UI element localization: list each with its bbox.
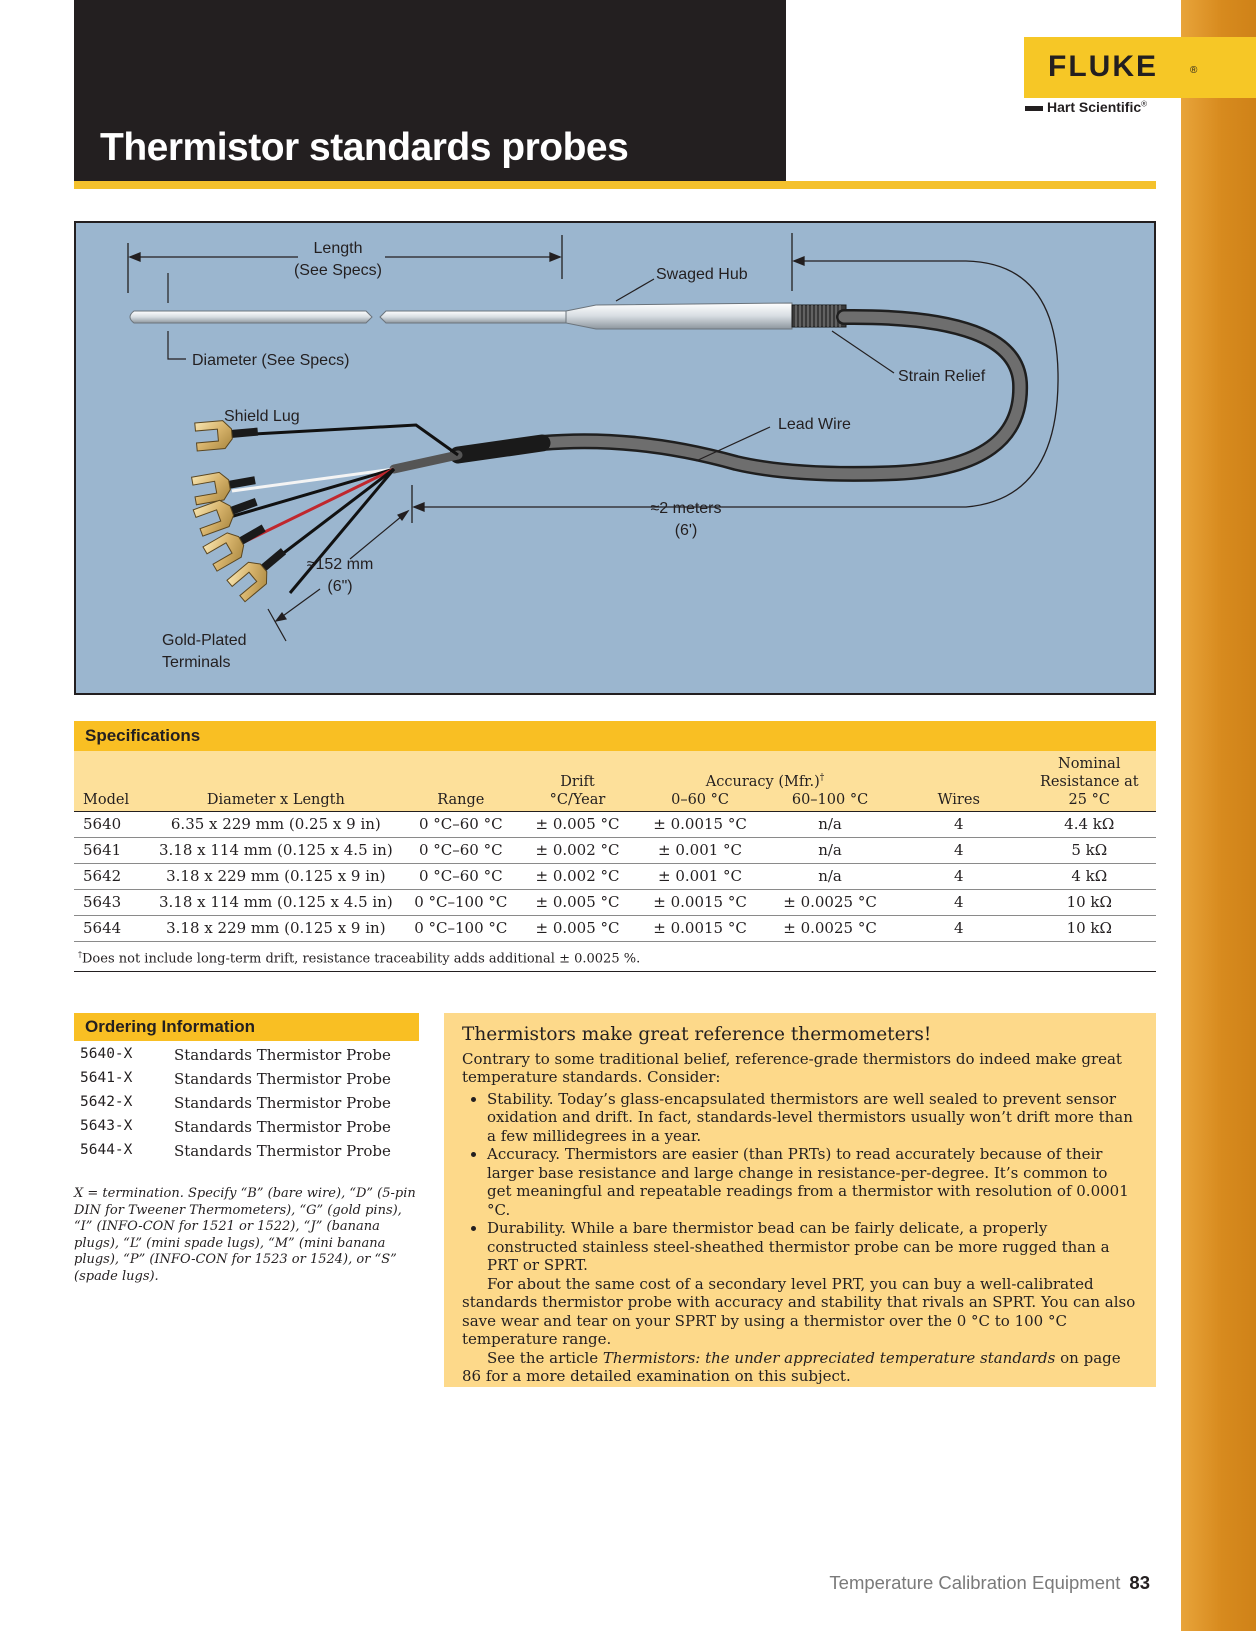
order-code: 5643-X <box>80 1118 133 1134</box>
cell-acc-high: n/a <box>765 864 895 890</box>
table-header-row <box>74 751 1156 812</box>
ordering-list <box>74 1043 419 1163</box>
order-code: 5644-X <box>80 1142 133 1158</box>
probe-diagram-svg <box>76 223 1154 693</box>
list-item <box>74 1043 419 1067</box>
col-range: Range <box>402 751 520 812</box>
order-code: 5642-X <box>80 1094 133 1110</box>
label-strain-relief: Strain Relief <box>898 368 986 385</box>
order-description: Standards Thermistor Probe <box>174 1094 391 1112</box>
order-code: 5640-X <box>80 1046 133 1062</box>
cell-wires: 4 <box>895 916 1023 942</box>
table-row <box>74 812 1156 838</box>
cell-wires: 4 <box>895 838 1023 864</box>
table-footnote-row <box>74 942 1156 972</box>
cell-wires: 4 <box>895 864 1023 890</box>
cell-resistance: 4 kΩ <box>1023 864 1156 890</box>
specifications-title: Specifications <box>85 726 201 745</box>
cell-acc-high: n/a <box>765 812 895 838</box>
list-item <box>74 1091 419 1115</box>
cell-acc-low: ± 0.001 °C <box>635 864 765 890</box>
table-footnote: †Does not include long-term drift, resistance traceability adds additional ± 0.0025 %. <box>74 942 1156 972</box>
cell-drift: ± 0.002 °C <box>520 864 635 890</box>
gold-terminals <box>192 418 293 602</box>
cell-model: 5643 <box>74 890 150 916</box>
callout-paragraph-article: See the article Thermistors: the under appreciated temperature standards on page 86 for a more detailed examination on this subject. <box>462 1348 1121 1385</box>
cell-wires: 4 <box>895 890 1023 916</box>
list-item: • Durability. While a bare thermistor bead can be fairly delicate, a properly constructed stainless steel-sheathed thermistor probe can be more rugged than a PRT or SPRT. <box>487 1219 1136 1275</box>
cell-range: 0 °C–100 °C <box>402 890 520 916</box>
cell-acc-low: ± 0.0015 °C <box>635 916 765 942</box>
cell-acc-low: ± 0.001 °C <box>635 838 765 864</box>
title-rule <box>74 181 1156 189</box>
cell-size: 3.18 x 114 mm (0.125 x 4.5 in) <box>150 890 402 916</box>
col-model: Model <box>74 751 150 812</box>
label-mm-in: (6") <box>327 578 353 595</box>
label-swaged-hub: Swaged Hub <box>656 266 748 283</box>
list-item: • Accuracy. Thermistors are easier (than PRTs) to read accurately because of their larger base resistance and large change in resistance-per-degree. It’s common to get meaningful and repeatable readings from a thermistor with resolution of 0.0001 °C. <box>487 1145 1136 1219</box>
callout-bullets <box>462 1090 1136 1275</box>
drift-unit: °C/Year <box>549 792 606 808</box>
label-length-specs: (See Specs) <box>293 262 383 279</box>
cell-size: 3.18 x 229 mm (0.125 x 9 in) <box>150 864 402 890</box>
label-meters: ≈2 meters <box>650 500 722 517</box>
cell-drift: ± 0.005 °C <box>520 812 635 838</box>
order-description: Standards Thermistor Probe <box>174 1118 391 1136</box>
side-accent-bar <box>1181 0 1256 1631</box>
cell-range: 0 °C–60 °C <box>402 864 520 890</box>
cell-resistance: 5 kΩ <box>1023 838 1156 864</box>
label-length: Length <box>313 240 363 257</box>
cell-acc-low: ± 0.0015 °C <box>635 890 765 916</box>
cell-size: 3.18 x 114 mm (0.125 x 4.5 in) <box>150 838 402 864</box>
cell-range: 0 °C–60 °C <box>402 812 520 838</box>
label-meters-ft: (6') <box>674 522 698 539</box>
cell-resistance: 10 kΩ <box>1023 890 1156 916</box>
label-lead-wire: Lead Wire <box>778 416 851 433</box>
col-acc-low: 0–60 °C <box>671 792 729 808</box>
accuracy-label: Accuracy (Mfr.)† <box>705 773 825 790</box>
fluke-logo <box>1024 37 1256 98</box>
callout-title: Thermistors make great reference thermometers! <box>462 1024 932 1045</box>
sub-brand-mark: ® <box>1141 99 1148 109</box>
order-description: Standards Thermistor Probe <box>174 1142 391 1160</box>
table-row <box>74 916 1156 942</box>
sub-brand: Hart Scientific <box>1047 99 1142 115</box>
callout-box <box>444 1013 1156 1387</box>
ordering-note: X = termination. Specify “B” (bare wire), “D” (5-pin DIN for Tweener Thermometers), “G” (gold pins), “I” (INFO-CON for 1521 or 1522), “J” (banana plugs), “L” (mini spade lugs), “M” (mini banana plugs), “P” (INFO-CON for 1523 or 1524), or “S” (spade lugs). <box>74 1186 416 1284</box>
col-acc-high: 60–100 °C <box>791 792 869 808</box>
order-description: Standards Thermistor Probe <box>174 1046 391 1064</box>
cell-model: 5642 <box>74 864 150 890</box>
cell-drift: ± 0.005 °C <box>520 890 635 916</box>
label-gold-plated: Gold-Plated <box>162 632 247 649</box>
col-resistance: Nominal Resistance at 25 °C <box>1023 751 1156 812</box>
col-accuracy <box>635 751 895 812</box>
page-number: 83 <box>1129 1572 1150 1593</box>
col-drift <box>520 751 635 812</box>
list-item: • Stability. Today’s glass-encapsulated thermistors are well sealed to prevent sensor oxidation and drift. In fact, standards-level thermistors usually won’t drift more than a few millidegrees in a year. <box>487 1090 1136 1146</box>
terminal-length-dimension <box>268 511 408 641</box>
label-diameter: Diameter (See Specs) <box>192 352 350 369</box>
cell-acc-high: ± 0.0025 °C <box>765 890 895 916</box>
order-code: 5641-X <box>80 1070 133 1086</box>
probe-sheath <box>130 303 846 329</box>
ordering-header <box>74 1013 419 1041</box>
col-diameter-length: Diameter x Length <box>150 751 402 812</box>
cell-acc-high: n/a <box>765 838 895 864</box>
cell-size: 3.18 x 229 mm (0.125 x 9 in) <box>150 916 402 942</box>
table-row <box>74 864 1156 890</box>
list-item <box>74 1067 419 1091</box>
table-row <box>74 890 1156 916</box>
label-terminals: Terminals <box>162 654 231 671</box>
cell-acc-high: ± 0.0025 °C <box>765 916 895 942</box>
cell-range: 0 °C–100 °C <box>402 916 520 942</box>
order-description: Standards Thermistor Probe <box>174 1070 391 1088</box>
cell-range: 0 °C–60 °C <box>402 838 520 864</box>
cell-drift: ± 0.002 °C <box>520 838 635 864</box>
specifications-table <box>74 751 1156 972</box>
callout-intro: Contrary to some traditional belief, reference-grade thermistors do indeed make great temperature standards. Consider: <box>462 1049 1122 1086</box>
logo-text: FLUKE <box>1048 50 1158 83</box>
ordering-title: Ordering Information <box>85 1017 255 1036</box>
table-row <box>74 838 1156 864</box>
cell-acc-low: ± 0.0015 °C <box>635 812 765 838</box>
cell-drift: ± 0.005 °C <box>520 916 635 942</box>
label-shield-lug: Shield Lug <box>224 408 300 425</box>
lead-wire <box>394 317 1020 474</box>
specifications-header <box>74 721 1156 751</box>
drift-label: Drift <box>560 774 595 790</box>
page-title: Thermistor standards probes <box>100 126 629 169</box>
cell-resistance: 10 kΩ <box>1023 916 1156 942</box>
cell-wires: 4 <box>895 812 1023 838</box>
callout-paragraph: For about the same cost of a secondary level PRT, you can buy a well-calibrated standards thermistor probe with accuracy and stability that rivals an SPRT. You can also save wear and tear on your SPRT by using a thermistor over the 0 °C to 100 °C temperature range. <box>462 1274 1136 1348</box>
cell-resistance: 4.4 kΩ <box>1023 812 1156 838</box>
logo-registered-mark: ® <box>1190 65 1198 76</box>
cell-size: 6.35 x 229 mm (0.25 x 9 in) <box>150 812 402 838</box>
page-footer <box>829 1572 1150 1594</box>
cell-model: 5644 <box>74 916 150 942</box>
cell-model: 5640 <box>74 812 150 838</box>
list-item <box>74 1139 419 1163</box>
footer-section: Temperature Calibration Equipment <box>829 1572 1121 1593</box>
col-wires: Wires <box>895 751 1023 812</box>
list-item <box>74 1115 419 1139</box>
probe-diagram <box>74 221 1156 695</box>
article-title: Thermistors: the under appreciated temperature standards <box>602 1348 1056 1367</box>
hart-scientific-logo <box>1025 99 1147 115</box>
cell-model: 5641 <box>74 838 150 864</box>
logo-dash <box>1025 106 1043 111</box>
label-mm: ≈152 mm <box>306 556 374 573</box>
accuracy-subheads <box>635 791 895 809</box>
